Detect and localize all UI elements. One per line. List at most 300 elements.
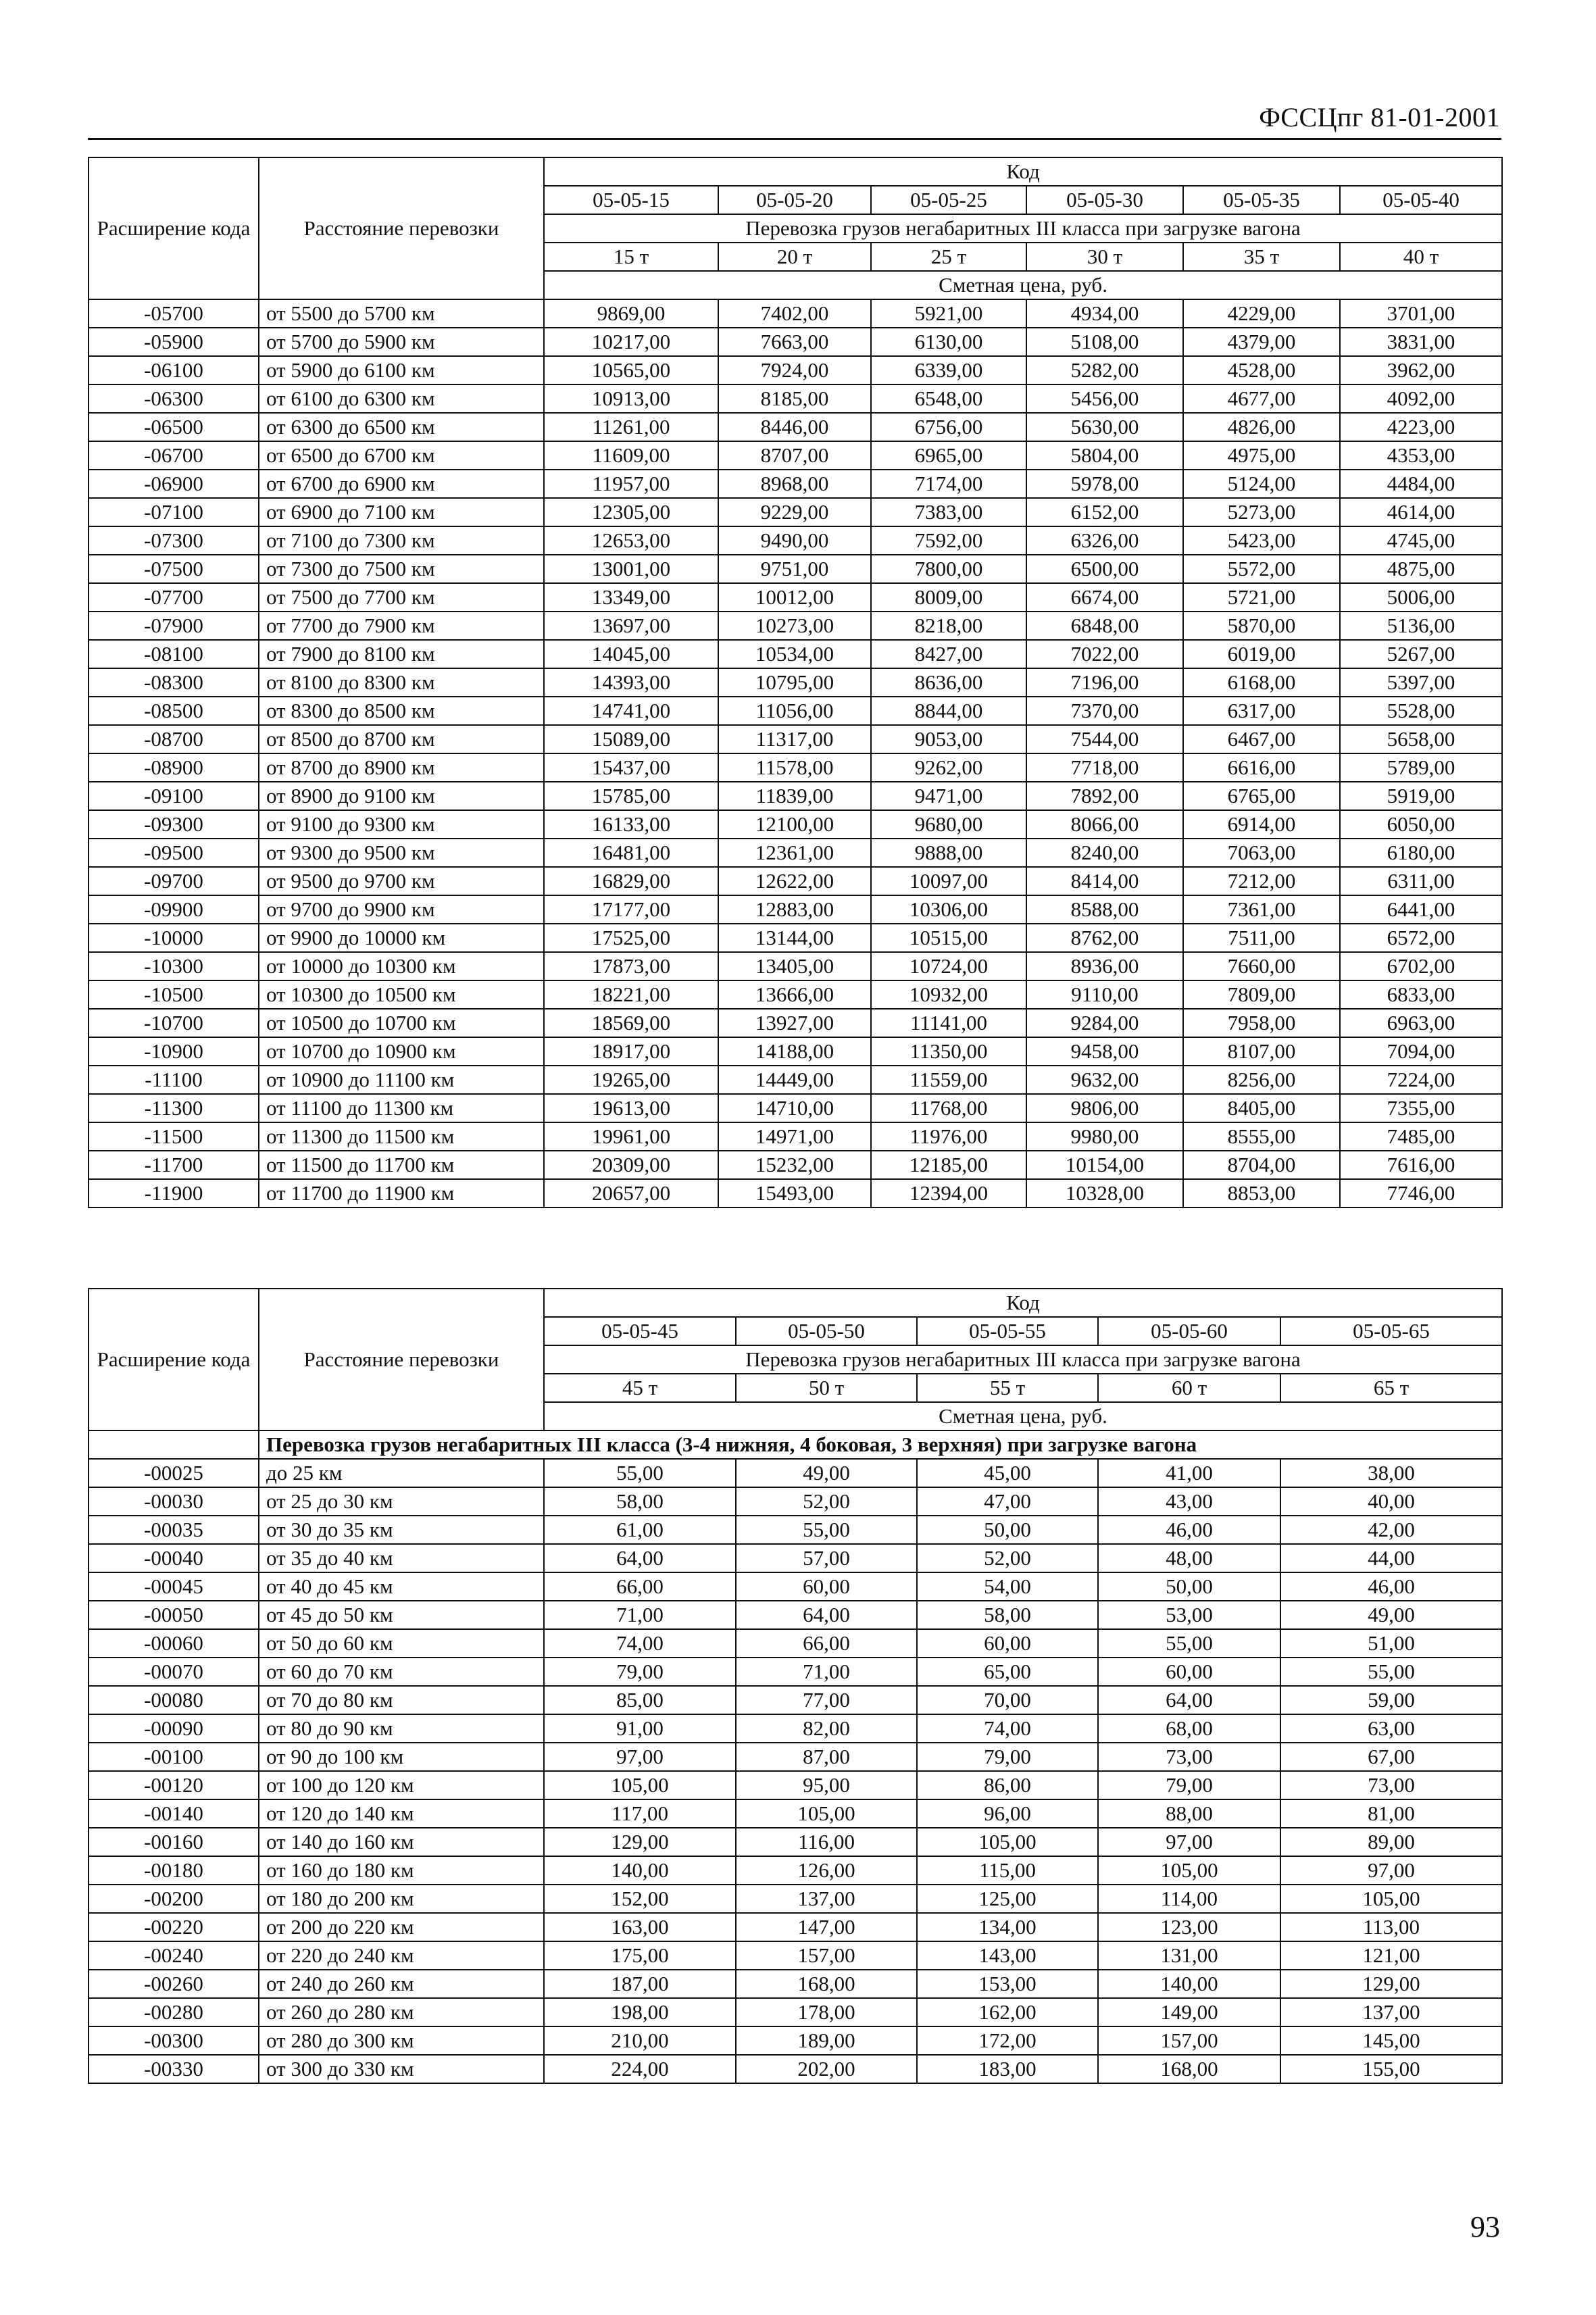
price-cell: 126,00 xyxy=(736,1856,917,1885)
extension-code-cell: -08700 xyxy=(89,725,259,753)
distance-cell: от 35 до 40 км xyxy=(259,1544,544,1572)
price-cell: 58,00 xyxy=(544,1487,736,1516)
price-cell: 10565,00 xyxy=(544,356,718,384)
price-cell: 9632,00 xyxy=(1026,1066,1183,1094)
price-cell: 105,00 xyxy=(1280,1885,1502,1913)
header-code: 05-05-50 xyxy=(736,1317,917,1345)
price-cell: 55,00 xyxy=(1280,1658,1502,1686)
price-cell: 52,00 xyxy=(917,1544,1098,1572)
price-cell: 8636,00 xyxy=(871,668,1026,697)
price-cell: 4229,00 xyxy=(1183,299,1340,328)
price-cell: 45,00 xyxy=(917,1459,1098,1487)
distance-cell: от 45 до 50 км xyxy=(259,1601,544,1629)
price-cell: 129,00 xyxy=(1280,1970,1502,1998)
price-cell: 96,00 xyxy=(917,1799,1098,1828)
table-row xyxy=(89,1856,1502,1885)
distance-cell: от 300 до 330 км xyxy=(259,2055,544,2083)
table-row xyxy=(89,299,1502,328)
price-cell: 6500,00 xyxy=(1026,555,1183,583)
price-cell: 19613,00 xyxy=(544,1094,718,1122)
price-cell: 60,00 xyxy=(736,1572,917,1601)
price-cell: 74,00 xyxy=(544,1629,736,1658)
price-cell: 7544,00 xyxy=(1026,725,1183,753)
price-cell: 8256,00 xyxy=(1183,1066,1340,1094)
table-row xyxy=(89,441,1502,470)
price-cell: 8762,00 xyxy=(1026,924,1183,952)
extension-code-cell: -00280 xyxy=(89,1998,259,2026)
distance-cell: от 30 до 35 км xyxy=(259,1516,544,1544)
distance-cell: от 9300 до 9500 км xyxy=(259,839,544,867)
price-cell: 14741,00 xyxy=(544,697,718,725)
price-cell: 6963,00 xyxy=(1340,1009,1502,1037)
price-cell: 5423,00 xyxy=(1183,526,1340,555)
price-cell: 7355,00 xyxy=(1340,1094,1502,1122)
price-cell: 12883,00 xyxy=(718,895,871,924)
table-row xyxy=(89,1572,1502,1601)
price-cell: 5630,00 xyxy=(1026,413,1183,441)
distance-cell: от 80 до 90 км xyxy=(259,1714,544,1743)
price-cell: 125,00 xyxy=(917,1885,1098,1913)
price-cell: 10795,00 xyxy=(718,668,871,697)
price-cell: 7746,00 xyxy=(1340,1179,1502,1208)
price-cell: 13349,00 xyxy=(544,583,718,612)
price-cell: 9471,00 xyxy=(871,782,1026,810)
header-code-group: Код xyxy=(544,157,1502,186)
price-cell: 12622,00 xyxy=(718,867,871,895)
price-cell: 12394,00 xyxy=(871,1179,1026,1208)
price-cell: 4875,00 xyxy=(1340,555,1502,583)
price-cell: 82,00 xyxy=(736,1714,917,1743)
price-cell: 163,00 xyxy=(544,1913,736,1941)
distance-cell: от 11100 до 11300 км xyxy=(259,1094,544,1122)
extension-code-cell: -00025 xyxy=(89,1459,259,1487)
table-row xyxy=(89,980,1502,1009)
table-row xyxy=(89,555,1502,583)
header-load: 25 т xyxy=(871,243,1026,271)
price-cell: 9751,00 xyxy=(718,555,871,583)
distance-cell: от 25 до 30 км xyxy=(259,1487,544,1516)
price-cell: 137,00 xyxy=(736,1885,917,1913)
distance-cell: от 6100 до 6300 км xyxy=(259,384,544,413)
table-row xyxy=(89,1066,1502,1094)
extension-code-cell: -00160 xyxy=(89,1828,259,1856)
price-cell: 14188,00 xyxy=(718,1037,871,1066)
extension-code-cell: -00260 xyxy=(89,1970,259,1998)
price-cell: 68,00 xyxy=(1098,1714,1280,1743)
price-cell: 5124,00 xyxy=(1183,470,1340,498)
price-cell: 14045,00 xyxy=(544,640,718,668)
extension-code-cell: -00240 xyxy=(89,1941,259,1970)
distance-cell: от 7700 до 7900 км xyxy=(259,612,544,640)
document-code: ФССЦпг 81-01-2001 xyxy=(1259,102,1500,132)
distance-cell: от 140 до 160 км xyxy=(259,1828,544,1856)
header-distance: Расстояние перевозки xyxy=(259,1289,544,1430)
distance-cell: от 9700 до 9900 км xyxy=(259,895,544,924)
price-cell: 4353,00 xyxy=(1340,441,1502,470)
price-cell: 3831,00 xyxy=(1340,328,1502,356)
extension-code-cell: -00220 xyxy=(89,1913,259,1941)
table-row xyxy=(89,1658,1502,1686)
price-cell: 18917,00 xyxy=(544,1037,718,1066)
table-1-body xyxy=(89,299,1502,1208)
distance-cell: от 6500 до 6700 км xyxy=(259,441,544,470)
table-row xyxy=(89,867,1502,895)
table-row xyxy=(89,1885,1502,1913)
price-cell: 18221,00 xyxy=(544,980,718,1009)
price-cell: 8009,00 xyxy=(871,583,1026,612)
extension-code-cell: -10000 xyxy=(89,924,259,952)
price-cell: 15089,00 xyxy=(544,725,718,753)
price-cell: 7094,00 xyxy=(1340,1037,1502,1066)
price-cell: 114,00 xyxy=(1098,1885,1280,1913)
extension-code-cell: -07500 xyxy=(89,555,259,583)
price-cell: 10328,00 xyxy=(1026,1179,1183,1208)
extension-code-cell: -08100 xyxy=(89,640,259,668)
price-cell: 16481,00 xyxy=(544,839,718,867)
price-cell: 15493,00 xyxy=(718,1179,871,1208)
extension-code-cell: -00030 xyxy=(89,1487,259,1516)
extension-code-cell: -11700 xyxy=(89,1151,259,1179)
price-cell: 10724,00 xyxy=(871,952,1026,980)
price-cell: 4223,00 xyxy=(1340,413,1502,441)
price-cell: 79,00 xyxy=(544,1658,736,1686)
table-row xyxy=(89,1629,1502,1658)
price-cell: 9262,00 xyxy=(871,753,1026,782)
extension-code-cell: -07900 xyxy=(89,612,259,640)
price-cell: 6765,00 xyxy=(1183,782,1340,810)
distance-cell: от 100 до 120 км xyxy=(259,1771,544,1799)
extension-code-cell: -00060 xyxy=(89,1629,259,1658)
table-row xyxy=(89,1544,1502,1572)
header-load: 30 т xyxy=(1026,243,1183,271)
price-cell: 12185,00 xyxy=(871,1151,1026,1179)
price-cell: 16829,00 xyxy=(544,867,718,895)
table-row xyxy=(89,1122,1502,1151)
table-row xyxy=(89,1009,1502,1037)
distance-cell: от 5500 до 5700 км xyxy=(259,299,544,328)
header-code: 05-05-45 xyxy=(544,1317,736,1345)
price-cell: 73,00 xyxy=(1280,1771,1502,1799)
header-load: 45 т xyxy=(544,1374,736,1402)
distance-cell: от 40 до 45 км xyxy=(259,1572,544,1601)
price-cell: 55,00 xyxy=(544,1459,736,1487)
price-cell: 187,00 xyxy=(544,1970,736,1998)
price-cell: 11056,00 xyxy=(718,697,871,725)
header-load: 50 т xyxy=(736,1374,917,1402)
price-cell: 8704,00 xyxy=(1183,1151,1340,1179)
price-cell: 5273,00 xyxy=(1183,498,1340,526)
price-cell: 7924,00 xyxy=(718,356,871,384)
distance-cell: от 180 до 200 км xyxy=(259,1885,544,1913)
price-cell: 50,00 xyxy=(1098,1572,1280,1601)
table-row xyxy=(89,1037,1502,1066)
price-cell: 10217,00 xyxy=(544,328,718,356)
distance-cell: от 7100 до 7300 км xyxy=(259,526,544,555)
distance-cell: от 7900 до 8100 км xyxy=(259,640,544,668)
distance-cell: от 8500 до 8700 км xyxy=(259,725,544,753)
price-cell: 86,00 xyxy=(917,1771,1098,1799)
extension-code-cell: -10500 xyxy=(89,980,259,1009)
distance-cell: от 8700 до 8900 км xyxy=(259,753,544,782)
price-cell: 6317,00 xyxy=(1183,697,1340,725)
price-cell: 10097,00 xyxy=(871,867,1026,895)
header-price: Сметная цена, руб. xyxy=(544,271,1502,299)
price-cell: 11559,00 xyxy=(871,1066,1026,1094)
table-row xyxy=(89,1714,1502,1743)
table-row xyxy=(89,1828,1502,1856)
extension-code-cell: -09900 xyxy=(89,895,259,924)
distance-cell: от 240 до 260 км xyxy=(259,1970,544,1998)
price-cell: 17525,00 xyxy=(544,924,718,952)
price-cell: 178,00 xyxy=(736,1998,917,2026)
price-cell: 15437,00 xyxy=(544,753,718,782)
price-cell: 134,00 xyxy=(917,1913,1098,1941)
extension-code-cell: -00080 xyxy=(89,1686,259,1714)
extension-code-cell: -00045 xyxy=(89,1572,259,1601)
price-cell: 9680,00 xyxy=(871,810,1026,839)
price-cell: 5108,00 xyxy=(1026,328,1183,356)
distance-cell: от 8300 до 8500 км xyxy=(259,697,544,725)
price-cell: 46,00 xyxy=(1098,1516,1280,1544)
price-cell: 14393,00 xyxy=(544,668,718,697)
table-row xyxy=(89,1601,1502,1629)
price-cell: 6311,00 xyxy=(1340,867,1502,895)
table-row xyxy=(89,1970,1502,1998)
extension-code-cell: -07300 xyxy=(89,526,259,555)
price-cell: 7370,00 xyxy=(1026,697,1183,725)
table-row xyxy=(89,1799,1502,1828)
price-cell: 7592,00 xyxy=(871,526,1026,555)
price-cell: 12653,00 xyxy=(544,526,718,555)
table-row xyxy=(89,1941,1502,1970)
price-cell: 152,00 xyxy=(544,1885,736,1913)
price-cell: 105,00 xyxy=(736,1799,917,1828)
price-cell: 10306,00 xyxy=(871,895,1026,924)
table-row xyxy=(89,640,1502,668)
price-cell: 54,00 xyxy=(917,1572,1098,1601)
price-cell: 8588,00 xyxy=(1026,895,1183,924)
price-cell: 6130,00 xyxy=(871,328,1026,356)
price-cell: 7022,00 xyxy=(1026,640,1183,668)
price-cell: 55,00 xyxy=(1098,1629,1280,1658)
price-cell: 64,00 xyxy=(736,1601,917,1629)
price-cell: 66,00 xyxy=(544,1572,736,1601)
price-cell: 105,00 xyxy=(1098,1856,1280,1885)
price-cell: 7063,00 xyxy=(1183,839,1340,867)
price-cell: 7663,00 xyxy=(718,328,871,356)
section-title-blank xyxy=(89,1430,259,1459)
distance-cell: от 11500 до 11700 км xyxy=(259,1151,544,1179)
price-cell: 5397,00 xyxy=(1340,668,1502,697)
price-cell: 5136,00 xyxy=(1340,612,1502,640)
price-cell: 12305,00 xyxy=(544,498,718,526)
price-cell: 5919,00 xyxy=(1340,782,1502,810)
price-cell: 52,00 xyxy=(736,1487,917,1516)
price-cell: 7660,00 xyxy=(1183,952,1340,980)
price-cell: 16133,00 xyxy=(544,810,718,839)
extension-code-cell: -06700 xyxy=(89,441,259,470)
table-row xyxy=(89,924,1502,952)
price-cell: 11350,00 xyxy=(871,1037,1026,1066)
price-cell: 10154,00 xyxy=(1026,1151,1183,1179)
distance-cell: от 8900 до 9100 км xyxy=(259,782,544,810)
table-row xyxy=(89,498,1502,526)
distance-cell: от 6900 до 7100 км xyxy=(259,498,544,526)
header-load: 40 т xyxy=(1340,243,1502,271)
price-cell: 85,00 xyxy=(544,1686,736,1714)
price-cell: 20657,00 xyxy=(544,1179,718,1208)
table-row xyxy=(89,1487,1502,1516)
price-cell: 11141,00 xyxy=(871,1009,1026,1037)
price-cell: 6833,00 xyxy=(1340,980,1502,1009)
price-cell: 60,00 xyxy=(1098,1658,1280,1686)
price-cell: 38,00 xyxy=(1280,1459,1502,1487)
price-cell: 89,00 xyxy=(1280,1828,1502,1856)
header-load: 35 т xyxy=(1183,243,1340,271)
price-cell: 8240,00 xyxy=(1026,839,1183,867)
price-cell: 79,00 xyxy=(1098,1771,1280,1799)
price-cell: 6702,00 xyxy=(1340,952,1502,980)
price-cell: 10012,00 xyxy=(718,583,871,612)
extension-code-cell: -05900 xyxy=(89,328,259,356)
price-cell: 14449,00 xyxy=(718,1066,871,1094)
price-cell: 6848,00 xyxy=(1026,612,1183,640)
price-cell: 5456,00 xyxy=(1026,384,1183,413)
price-cell: 97,00 xyxy=(1098,1828,1280,1856)
extension-code-cell: -11500 xyxy=(89,1122,259,1151)
price-cell: 17177,00 xyxy=(544,895,718,924)
price-cell: 5870,00 xyxy=(1183,612,1340,640)
price-cell: 137,00 xyxy=(1280,1998,1502,2026)
extension-code-cell: -06900 xyxy=(89,470,259,498)
price-cell: 47,00 xyxy=(917,1487,1098,1516)
price-cell: 123,00 xyxy=(1098,1913,1280,1941)
price-cell: 6467,00 xyxy=(1183,725,1340,753)
price-cell: 6050,00 xyxy=(1340,810,1502,839)
distance-cell: от 10000 до 10300 км xyxy=(259,952,544,980)
price-cell: 7174,00 xyxy=(871,470,1026,498)
price-cell: 131,00 xyxy=(1098,1941,1280,1970)
header-code: 05-05-25 xyxy=(871,186,1026,214)
header-distance: Расстояние перевозки xyxy=(259,157,544,299)
header-rule xyxy=(88,138,1501,140)
table-row xyxy=(89,1179,1502,1208)
price-cell: 6152,00 xyxy=(1026,498,1183,526)
price-cell: 8218,00 xyxy=(871,612,1026,640)
header-code: 05-05-20 xyxy=(718,186,871,214)
price-cell: 46,00 xyxy=(1280,1572,1502,1601)
price-cell: 13144,00 xyxy=(718,924,871,952)
extension-code-cell: -09100 xyxy=(89,782,259,810)
extension-code-cell: -09300 xyxy=(89,810,259,839)
distance-cell: от 8100 до 8300 км xyxy=(259,668,544,697)
price-cell: 4975,00 xyxy=(1183,441,1340,470)
price-cell: 13001,00 xyxy=(544,555,718,583)
price-cell: 162,00 xyxy=(917,1998,1098,2026)
table-row xyxy=(89,782,1502,810)
price-cell: 157,00 xyxy=(1098,2026,1280,2055)
distance-cell: от 200 до 220 км xyxy=(259,1913,544,1941)
price-cell: 8107,00 xyxy=(1183,1037,1340,1066)
price-cell: 95,00 xyxy=(736,1771,917,1799)
price-cell: 9806,00 xyxy=(1026,1094,1183,1122)
price-cell: 7809,00 xyxy=(1183,980,1340,1009)
price-cell: 58,00 xyxy=(917,1601,1098,1629)
extension-code-cell: -08500 xyxy=(89,697,259,725)
extension-code-cell: -00035 xyxy=(89,1516,259,1544)
header-extension-code: Расширение кода xyxy=(89,157,259,299)
table-row xyxy=(89,612,1502,640)
price-cell: 11768,00 xyxy=(871,1094,1026,1122)
price-cell: 51,00 xyxy=(1280,1629,1502,1658)
price-cell: 41,00 xyxy=(1098,1459,1280,1487)
distance-cell: от 6300 до 6500 км xyxy=(259,413,544,441)
price-cell: 6965,00 xyxy=(871,441,1026,470)
price-cell: 8185,00 xyxy=(718,384,871,413)
price-cell: 140,00 xyxy=(544,1856,736,1885)
extension-code-cell: -00330 xyxy=(89,2055,259,2083)
price-cell: 8066,00 xyxy=(1026,810,1183,839)
price-cell: 140,00 xyxy=(1098,1970,1280,1998)
price-cell: 11976,00 xyxy=(871,1122,1026,1151)
price-cell: 18569,00 xyxy=(544,1009,718,1037)
price-cell: 53,00 xyxy=(1098,1601,1280,1629)
header-code: 05-05-30 xyxy=(1026,186,1183,214)
table-row xyxy=(89,1998,1502,2026)
price-cell: 9284,00 xyxy=(1026,1009,1183,1037)
distance-cell: от 7500 до 7700 км xyxy=(259,583,544,612)
extension-code-cell: -06500 xyxy=(89,413,259,441)
price-cell: 17873,00 xyxy=(544,952,718,980)
rate-table-1 xyxy=(88,157,1503,1208)
price-cell: 5921,00 xyxy=(871,299,1026,328)
distance-cell: от 10300 до 10500 км xyxy=(259,980,544,1009)
price-cell: 8414,00 xyxy=(1026,867,1183,895)
price-cell: 6674,00 xyxy=(1026,583,1183,612)
price-cell: 8555,00 xyxy=(1183,1122,1340,1151)
price-cell: 11957,00 xyxy=(544,470,718,498)
distance-cell: от 10500 до 10700 км xyxy=(259,1009,544,1037)
price-cell: 13697,00 xyxy=(544,612,718,640)
extension-code-cell: -00120 xyxy=(89,1771,259,1799)
price-cell: 73,00 xyxy=(1098,1743,1280,1771)
distance-cell: от 70 до 80 км xyxy=(259,1686,544,1714)
header-extension-code: Расширение кода xyxy=(89,1289,259,1430)
price-cell: 40,00 xyxy=(1280,1487,1502,1516)
price-cell: 6339,00 xyxy=(871,356,1026,384)
price-cell: 4677,00 xyxy=(1183,384,1340,413)
table-row xyxy=(89,1516,1502,1544)
price-cell: 6019,00 xyxy=(1183,640,1340,668)
price-cell: 6572,00 xyxy=(1340,924,1502,952)
distance-cell: от 280 до 300 км xyxy=(259,2026,544,2055)
price-cell: 5528,00 xyxy=(1340,697,1502,725)
price-cell: 7196,00 xyxy=(1026,668,1183,697)
rate-table-2 xyxy=(88,1288,1503,2084)
price-cell: 116,00 xyxy=(736,1828,917,1856)
header-code: 05-05-40 xyxy=(1340,186,1502,214)
price-cell: 6756,00 xyxy=(871,413,1026,441)
price-cell: 168,00 xyxy=(736,1970,917,1998)
table-row xyxy=(89,839,1502,867)
price-cell: 129,00 xyxy=(544,1828,736,1856)
price-cell: 70,00 xyxy=(917,1686,1098,1714)
price-cell: 6441,00 xyxy=(1340,895,1502,924)
distance-cell: от 7300 до 7500 км xyxy=(259,555,544,583)
header-load: 65 т xyxy=(1280,1374,1502,1402)
distance-cell: от 9100 до 9300 км xyxy=(259,810,544,839)
extension-code-cell: -11900 xyxy=(89,1179,259,1208)
